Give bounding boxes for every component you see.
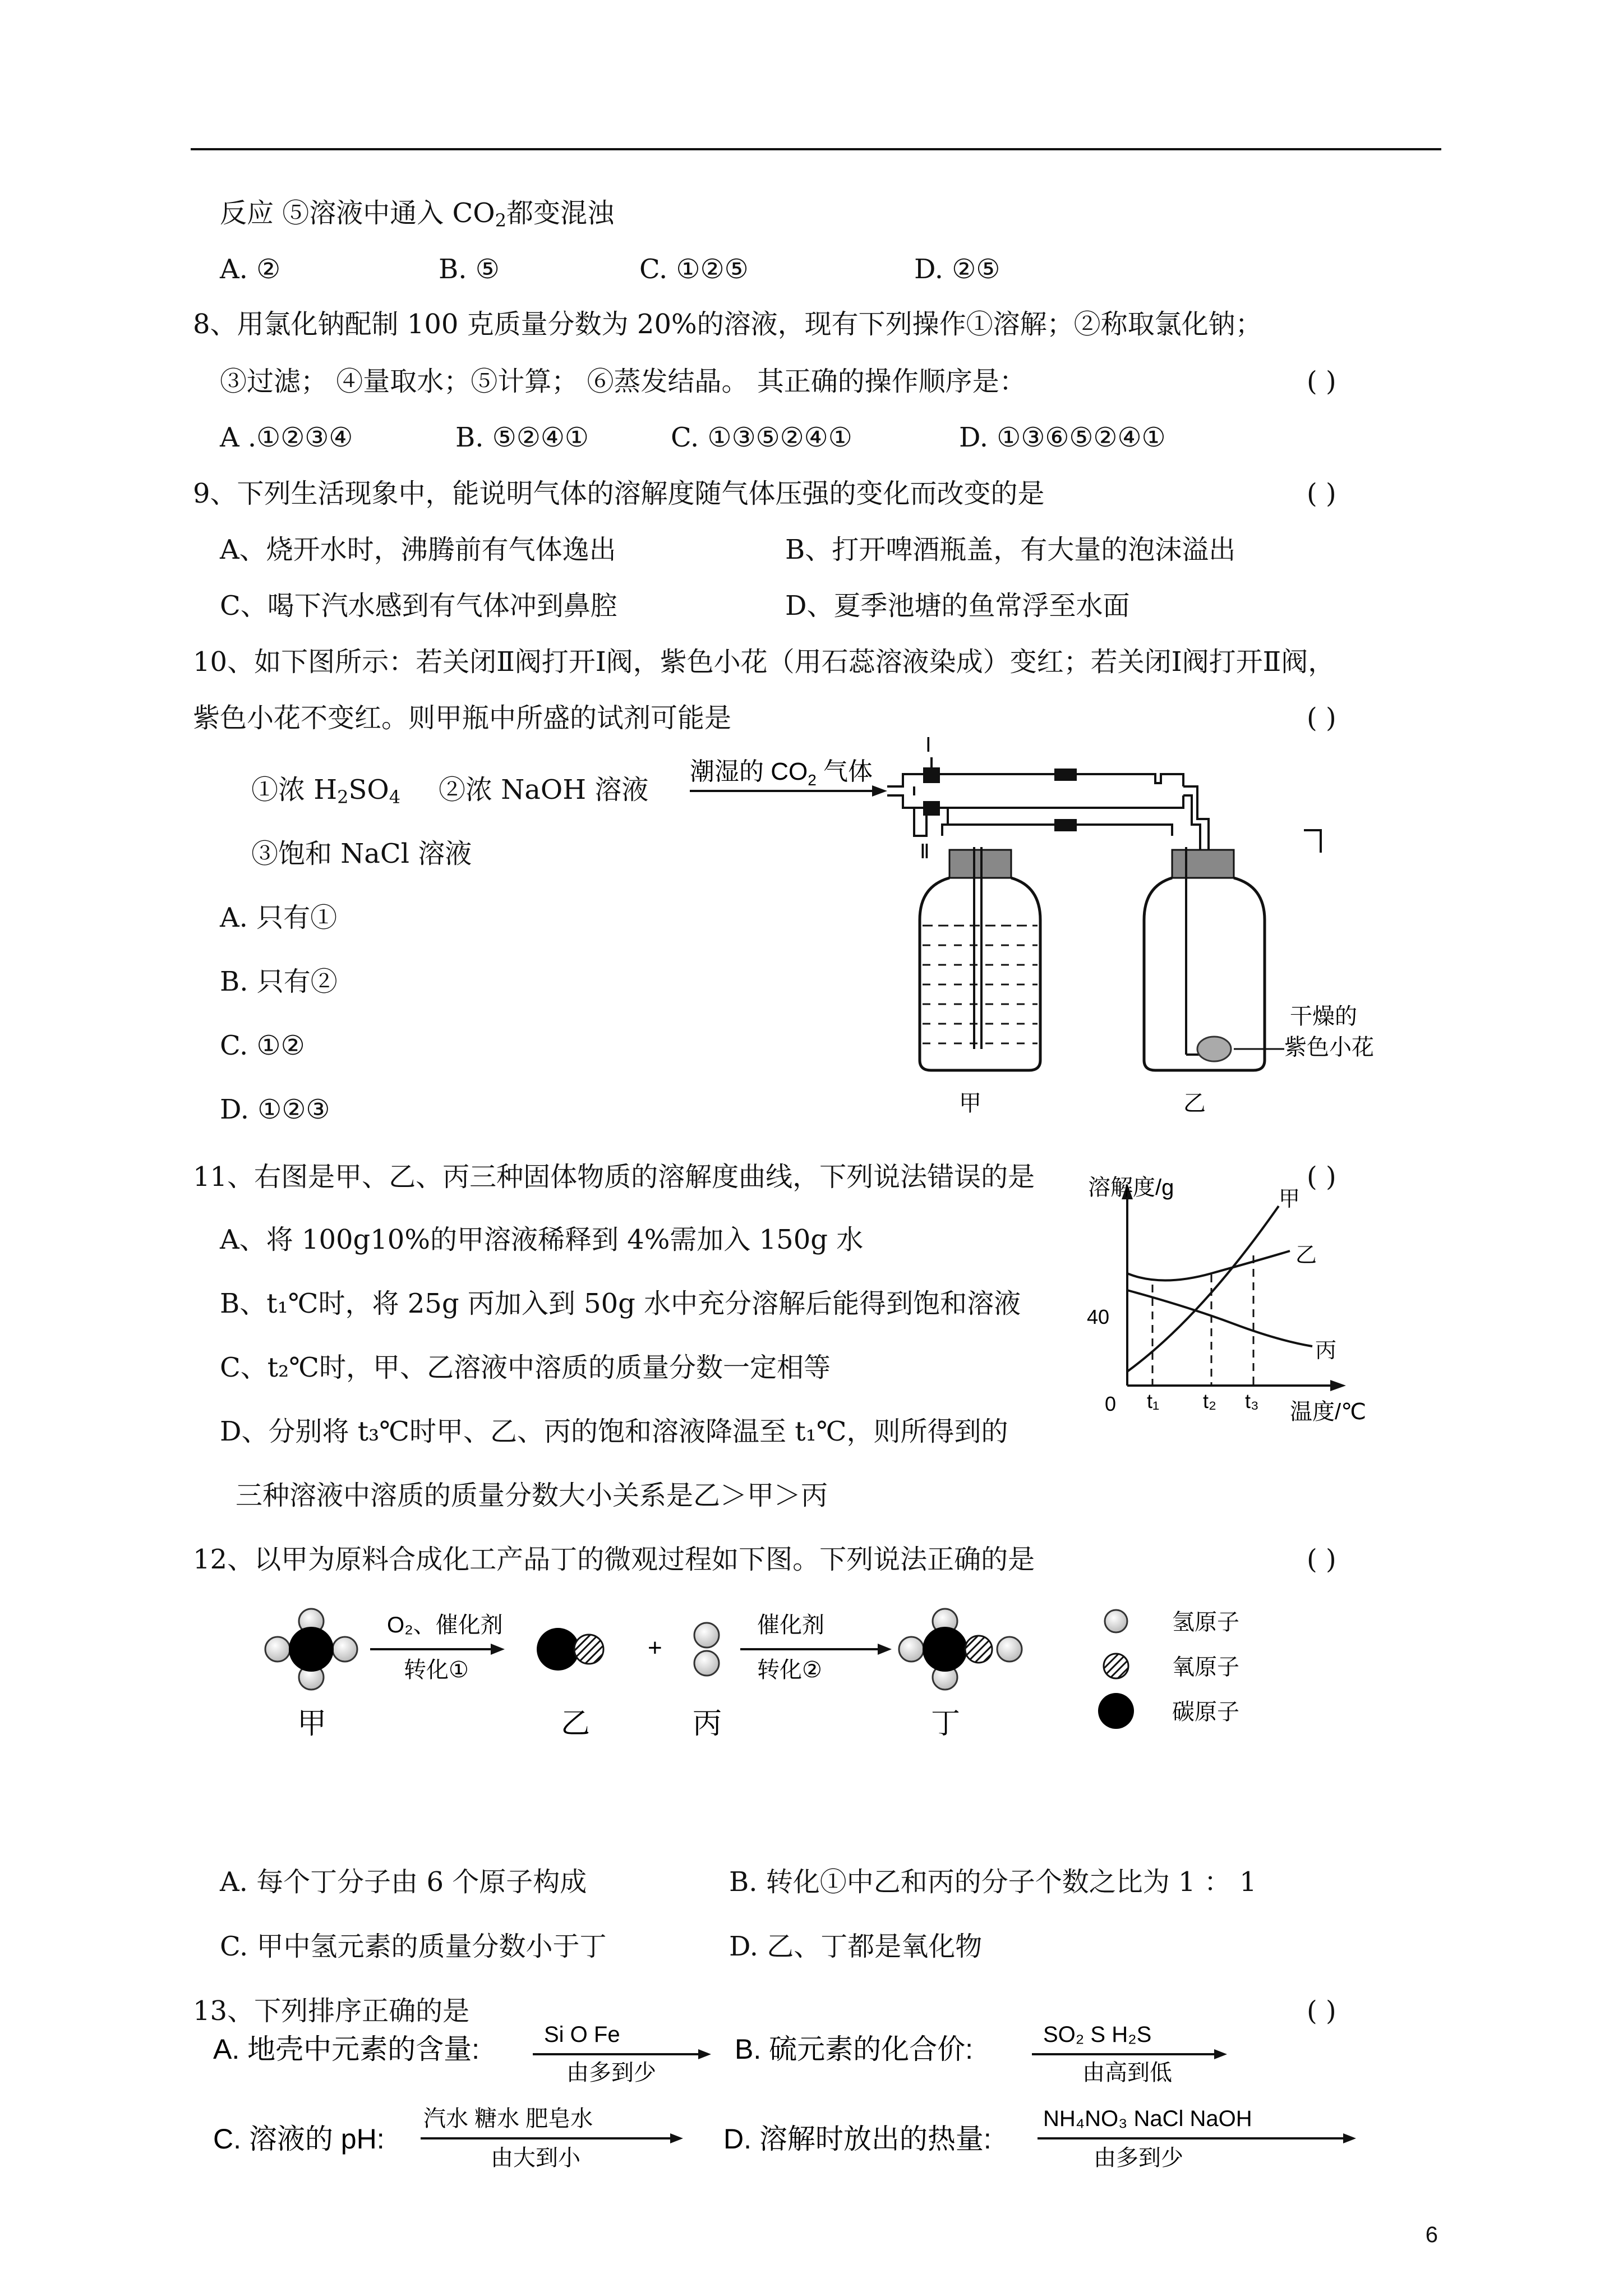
q11-option-b: B、t₁℃时，将 25g 丙加入到 50g 水中充分溶解后能得到饱和溶液 xyxy=(220,1288,1021,1319)
q13-option-d xyxy=(723,2106,1356,2170)
svg-text:由多到少: 由多到少 xyxy=(566,2060,656,2085)
q10-choice-2: ②浓 NaOH 溶液 xyxy=(439,774,649,806)
q11-answer-paren: ( ) xyxy=(1307,1161,1336,1193)
q9-option-d: D、夏季池塘的鱼常浮至水面 xyxy=(785,590,1130,622)
svg-text:Ⅱ: Ⅱ xyxy=(920,840,930,863)
q8-option-d: D. ①③⑥⑤②④① xyxy=(959,422,1166,453)
header-rule xyxy=(191,148,1441,150)
q12-option-a: A. 每个丁分子由 6 个原子构成 xyxy=(220,1866,587,1898)
svg-text:Si O Fe: Si O Fe xyxy=(544,2022,620,2047)
q12-option-b: B. 转化①中乙和丙的分子个数之比为 1 ： 1 xyxy=(729,1866,1257,1898)
svg-text:氢原子: 氢原子 xyxy=(1172,1610,1239,1635)
series-label-bing: 丙 xyxy=(1315,1339,1337,1363)
svg-text:氧原子: 氧原子 xyxy=(1172,1655,1239,1680)
x-tick-t1: t₁ xyxy=(1147,1389,1160,1412)
x-tick-t3: t₃ xyxy=(1245,1389,1259,1412)
q11-option-a: A、将 100g10%的甲溶液稀释到 4%需加入 150g 水 xyxy=(220,1224,864,1255)
q7-option-b: B. ⑤ xyxy=(439,254,500,285)
series-label-jia: 甲 xyxy=(1279,1188,1301,1211)
q12-stem: 12、以甲为原料合成化工产品丁的微观过程如下图。下列说法正确的是 xyxy=(193,1544,1035,1575)
svg-text:B. 硫元素的化合价:: B. 硫元素的化合价: xyxy=(735,2033,974,2065)
curve-bing xyxy=(1127,1290,1312,1346)
q7-option-a: A. ② xyxy=(220,254,281,285)
q9-option-a: A、烧开水时，沸腾前有气体逸出 xyxy=(220,534,616,565)
svg-text:甲: 甲 xyxy=(959,1091,981,1116)
arrow-step-1 xyxy=(370,1613,505,1682)
svg-text:汽水 糖水 肥皂水: 汽水 糖水 肥皂水 xyxy=(423,2106,593,2131)
arrow-step-2 xyxy=(740,1613,892,1682)
q12-option-d: D. 乙、丁都是氧化物 xyxy=(729,1931,983,1962)
svg-text:D. 溶解时放出的热量:: D. 溶解时放出的热量: xyxy=(723,2123,992,2155)
q11-stem: 11、右图是甲、乙、丙三种固体物质的溶解度曲线，下列说法错误的是 xyxy=(193,1161,1035,1193)
svg-text:催化剂: 催化剂 xyxy=(757,1613,824,1637)
q10-choice-1: ①浓 $H_2SO_4$ xyxy=(251,774,401,808)
q8-option-c: C. ①③⑤②④① xyxy=(671,422,852,453)
svg-text:转化①: 转化① xyxy=(404,1658,469,1682)
bottle-yi xyxy=(1144,847,1265,1116)
q10-option-a: A. 只有① xyxy=(220,902,338,933)
flower-label-2: 紫色小花 xyxy=(1284,1035,1374,1060)
q10-option-c: C. ①② xyxy=(220,1030,305,1061)
q13-option-c xyxy=(213,2106,683,2170)
svg-text:乙: 乙 xyxy=(1183,1091,1206,1116)
q9-stem: 9、下列生活现象中，能说明气体的溶解度随气体压强的变化而改变的是 xyxy=(193,478,1045,509)
x-axis-label: 温度/℃ xyxy=(1290,1400,1367,1424)
valve-ii xyxy=(920,801,940,863)
svg-text:甲: 甲 xyxy=(297,1708,327,1740)
molecule-ding xyxy=(899,1609,1022,1740)
bottle-jia xyxy=(920,847,1040,1116)
q8-option-a: A .①②③④ xyxy=(220,422,353,453)
q12-answer-paren: ( ) xyxy=(1307,1544,1336,1575)
q10-option-d: D. ①②③ xyxy=(220,1094,330,1125)
oxygen-atom-icon xyxy=(1104,1654,1128,1678)
svg-text:C. 溶液的 pH:: C. 溶液的 pH: xyxy=(213,2123,385,2155)
q13-option-a xyxy=(213,2022,711,2085)
carbon-atom-icon xyxy=(1098,1693,1134,1729)
y-tick-40: 40 xyxy=(1087,1305,1110,1328)
svg-text:Ⅰ: Ⅰ xyxy=(925,735,932,756)
q8-answer-paren: ( ) xyxy=(1307,366,1336,397)
x-tick-t2: t₂ xyxy=(1203,1389,1216,1412)
q11-option-d-cont: 三种溶液中溶质的质量分数大小关系是乙＞甲＞丙 xyxy=(236,1480,828,1511)
svg-text:由大到小: 由大到小 xyxy=(491,2146,580,2170)
q8-stem-2: ③过滤； ④量取水；⑤计算； ⑥蒸发结晶。 其正确的操作顺序是： xyxy=(220,366,1026,397)
flower-label-1: 干燥的 xyxy=(1290,1004,1357,1029)
svg-text:由多到少: 由多到少 xyxy=(1094,2146,1183,2170)
plus-sign: + xyxy=(648,1634,662,1662)
gas-label: 潮湿的 $CO_2$ 气体 xyxy=(690,758,873,789)
q13-ordering-figure xyxy=(208,2014,1385,2193)
q8-option-b: B. ⑤②④① xyxy=(455,422,589,453)
atom-legend xyxy=(1098,1610,1239,1729)
svg-text:丙: 丙 xyxy=(693,1708,722,1740)
q10-apparatus-figure xyxy=(679,735,1436,1139)
molecule-jia xyxy=(265,1609,357,1740)
svg-text:O₂、催化剂: O₂、催化剂 xyxy=(387,1613,503,1637)
q8-stem: 8、用氯化钠配制 100 克质量分数为 20%的溶液，现有下列操作①溶解；②称取氯化钠； xyxy=(193,309,1262,340)
molecule-yi xyxy=(537,1628,603,1740)
flower-icon xyxy=(1197,1037,1231,1061)
page-number: 6 xyxy=(1425,2223,1438,2247)
svg-text:碳原子: 碳原子 xyxy=(1172,1700,1239,1724)
svg-text:转化②: 转化② xyxy=(757,1658,822,1682)
q13-stem: 13、下列排序正确的是 xyxy=(193,1995,470,2027)
y-axis-label: 溶解度/g xyxy=(1088,1175,1174,1200)
q10-stem: 10、如下图所示：若关闭Ⅱ阀打开Ⅰ阀，紫色小花（用石蕊溶液染成）变红；若关闭Ⅰ阀打开Ⅱ阀， xyxy=(193,646,1335,678)
svg-text:A. 地壳中元素的含量:: A. 地壳中元素的含量: xyxy=(213,2033,480,2065)
hydrogen-atom-icon xyxy=(1105,1610,1127,1632)
molecule-bing xyxy=(693,1623,722,1740)
q10-option-b: B. 只有② xyxy=(220,966,338,997)
q10-answer-paren: ( ) xyxy=(1307,702,1336,734)
svg-text:乙: 乙 xyxy=(561,1708,591,1740)
q10-stem-2: 紫色小花不变红。则甲瓶中所盛的试剂可能是 xyxy=(193,702,732,734)
q11-option-d: D、分别将 t₃℃时甲、乙、丙的饱和溶液降温至 t₁℃，则所得到的 xyxy=(220,1416,1008,1447)
q13-option-b xyxy=(735,2022,1227,2085)
q13-answer-paren: ( ) xyxy=(1307,1995,1336,2027)
q7-option-c: C. ①②⑤ xyxy=(639,254,749,285)
valve-i xyxy=(923,735,940,783)
q10-choice-3: ③饱和 NaCl 溶液 xyxy=(251,838,472,869)
svg-text:由高到低: 由高到低 xyxy=(1082,2060,1172,2085)
q9-answer-paren: ( ) xyxy=(1307,478,1336,509)
q12-molecule-figure xyxy=(247,1604,1312,1761)
y-axis xyxy=(1122,1184,1133,1386)
curve-yi xyxy=(1127,1251,1290,1281)
svg-text:SO₂ S H₂S: SO₂ S H₂S xyxy=(1043,2022,1152,2047)
q7-option-d: D. ②⑤ xyxy=(914,254,1000,285)
q11-option-c: C、t₂℃时，甲、乙溶液中溶质的质量分数一定相等 xyxy=(220,1352,831,1383)
svg-text:丁: 丁 xyxy=(931,1708,961,1740)
tubing xyxy=(887,774,1321,853)
q12-option-c: C. 甲中氢元素的质量分数小于丁 xyxy=(220,1931,607,1962)
origin-label: 0 xyxy=(1105,1392,1117,1415)
x-axis xyxy=(1127,1380,1346,1391)
q11-solubility-chart xyxy=(1077,1172,1413,1436)
q9-option-b: B、打开啤酒瓶盖，有大量的泡沫溢出 xyxy=(785,534,1236,565)
q9-option-c: C、喝下汽水感到有气体冲到鼻腔 xyxy=(220,590,617,622)
series-label-yi: 乙 xyxy=(1295,1244,1317,1267)
curve-jia xyxy=(1127,1206,1279,1372)
q7-stem-tail: 反应 ⑤溶液中通入 $CO_2$都变混浊 xyxy=(220,197,614,231)
svg-text:NH₄NO₃ NaCl NaOH: NH₄NO₃ NaCl NaOH xyxy=(1043,2106,1252,2131)
